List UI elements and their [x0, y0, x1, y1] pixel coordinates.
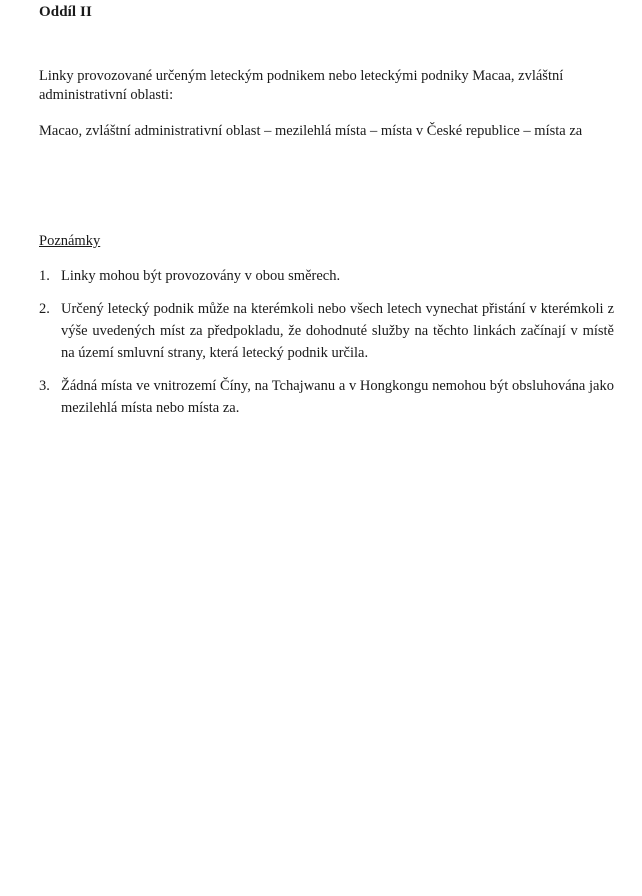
note-item — [39, 265, 614, 287]
routes-intro-paragraph: Linky provozované určeným leteckým podnikem nebo leteckými podniky Macaa, zvláštní administrativní oblasti: — [39, 68, 564, 103]
note-number: 1. — [39, 268, 50, 284]
section-title: Oddíl II — [39, 4, 92, 20]
route-schedule-paragraph: Macao, zvláštní administrativní oblast – mezilehlá místa – místa v České republice – místa za — [39, 123, 583, 139]
notes-list — [39, 265, 614, 430]
note-text: Určený letecký podnik může na kterémkoli nebo všech letech vynechat přistání v kterémkoli z výše uvedených míst za předpokladu, že dohodnuté služby na těchto linkách začínají v místě na území smluvní strany, která letecký podnik určila. — [61, 301, 614, 361]
note-text: Žádná místa ve vnitrozemí Číny, na Tchajwanu a v Hongkongu nemohou být obsluhována jako mezilehlá místa nebo místa za. — [61, 378, 614, 416]
note-number: 3. — [39, 378, 50, 394]
note-item — [39, 298, 614, 364]
note-item — [39, 375, 614, 419]
note-number: 2. — [39, 301, 50, 317]
notes-title: Poznámky — [39, 233, 101, 249]
note-text: Linky mohou být provozovány v obou směrech. — [61, 268, 341, 284]
